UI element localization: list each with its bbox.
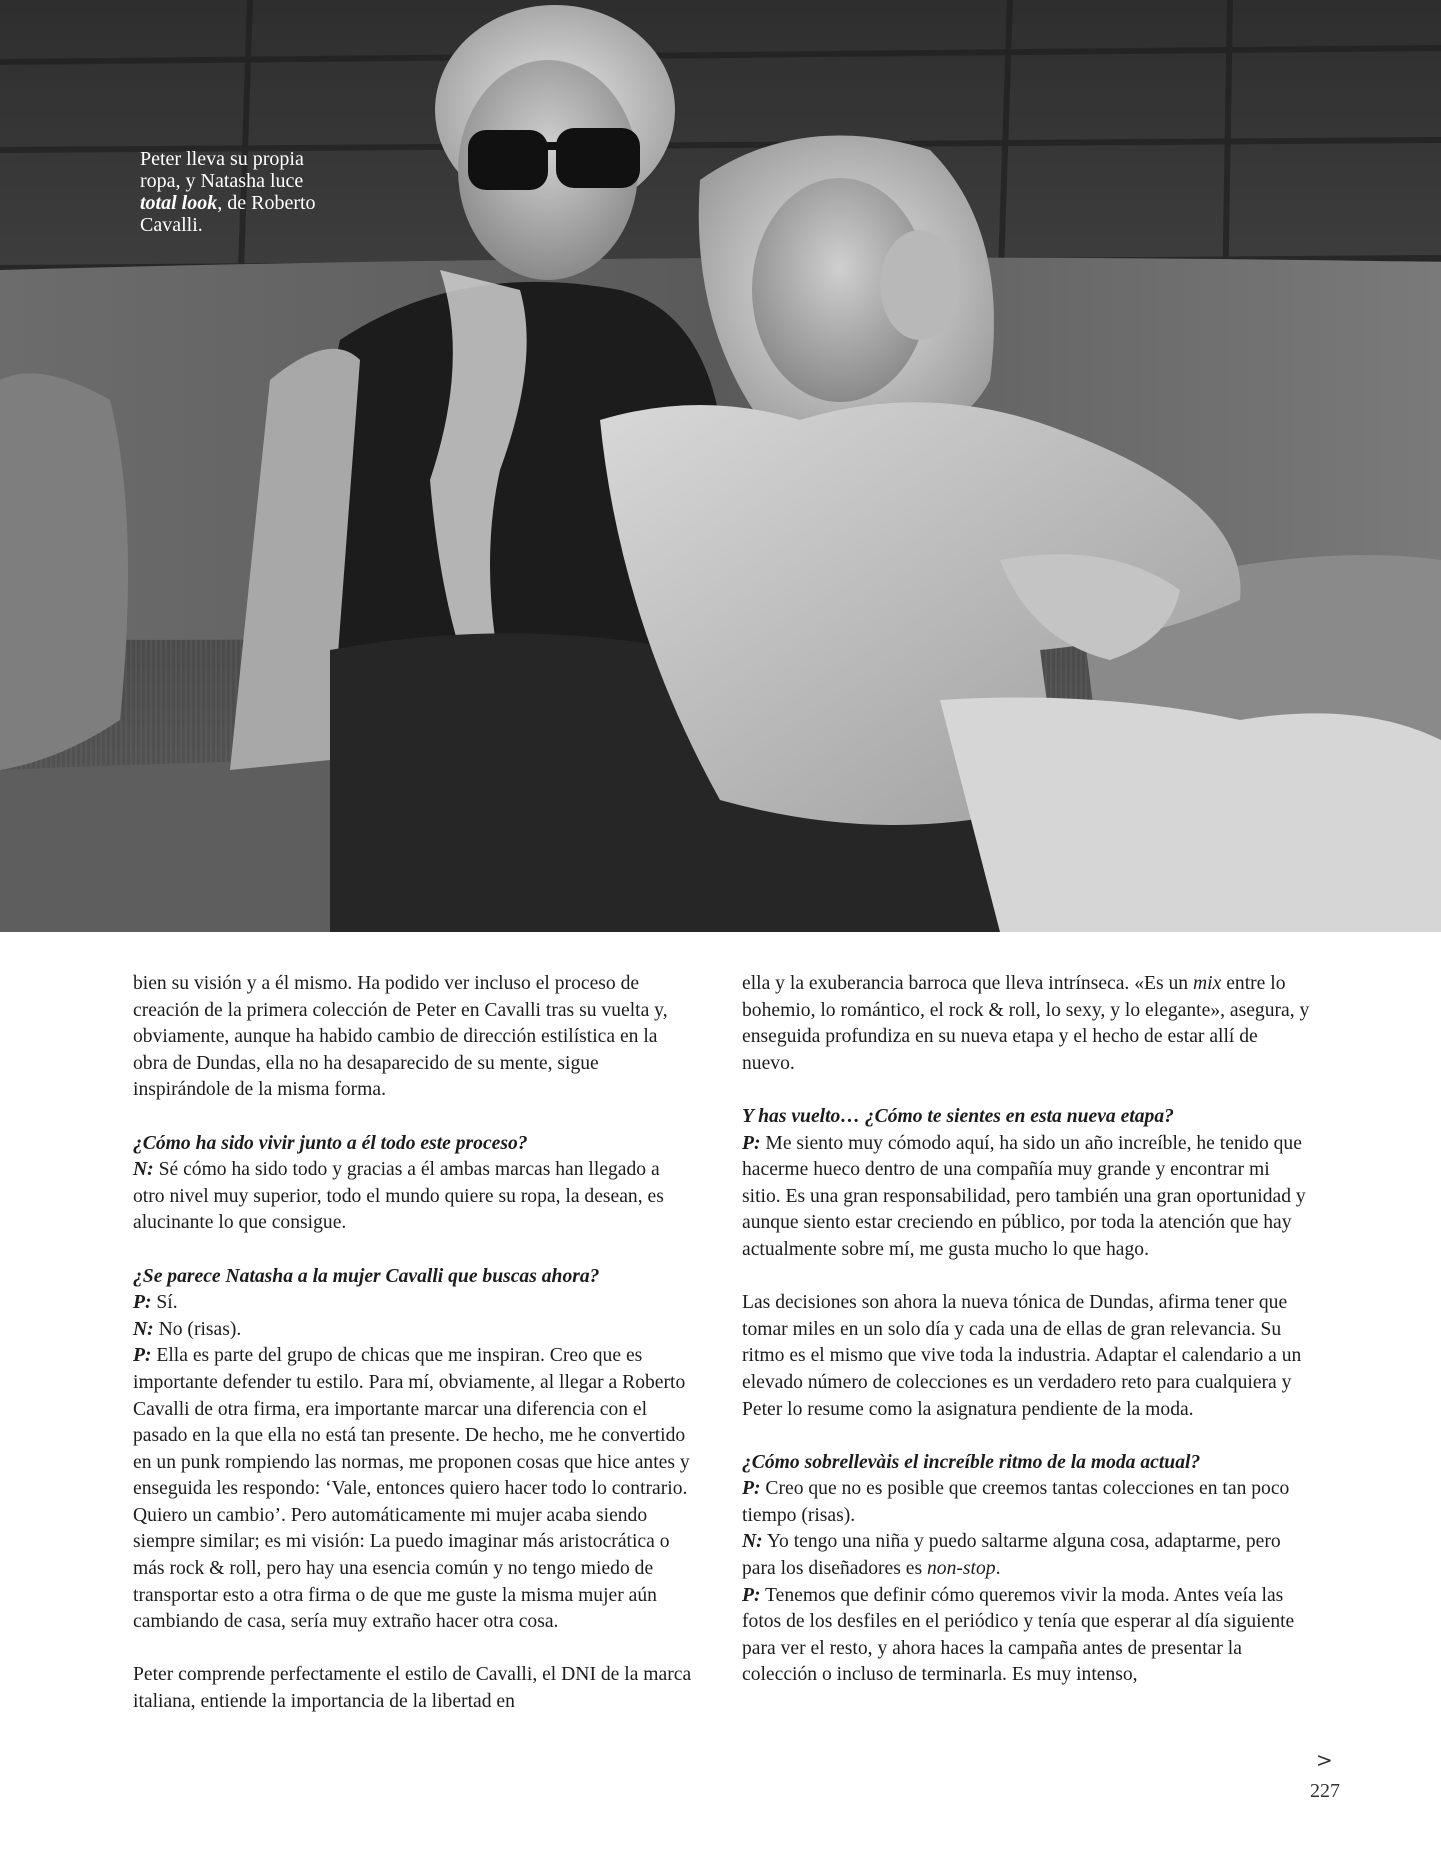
interview-answer: No (risas).	[153, 1318, 242, 1340]
interview-question: ¿Cómo ha sido vivir junto a él todo este proceso?	[133, 1132, 528, 1154]
caption-text-1: Peter lleva su propia ropa, y Natasha luce	[140, 148, 304, 192]
interview-answer: Tenemos que definir cómo queremos vivir la moda. Antes veía las fotos de los desfiles en el periódico y tenía que esperar al día siguiente para ver el resto, y ahora haces la campaña antes de presentar la colección o incluso de terminarla. Es muy intenso,	[742, 1584, 1295, 1686]
interview-question: ¿Cómo sobrellevàis el increíble ritmo de la moda actual?	[742, 1451, 1201, 1473]
body-text: entre lo bohemio, lo romántico, el rock & roll, lo sexy, y lo elegante», asegura, y enseguida profundiza en su nueva etapa y el hecho de estar allí de nuevo.	[742, 973, 1310, 1074]
interview-block	[742, 1450, 1310, 1689]
answer-line	[133, 1317, 693, 1344]
interview-answer: Me siento muy cómodo aquí, ha sido un año increíble, he tenido que hacerme hueco dentro de una compañía muy grande y encontrar mi sitio. Es una gran responsabilidad, pero también una gran oportunidad y aunque siento estar creciendo en público, por toda la atención que hay actualmente sobre mí, me gusta mucho lo que hago.	[742, 1132, 1306, 1260]
body-paragraph	[742, 971, 1310, 1077]
speaker-label: P:	[133, 1345, 152, 1367]
body-paragraph: Peter comprende perfectamente el estilo de Cavalli, el DNI de la marca italiana, entiende la importancia de la libertad en	[133, 1664, 692, 1713]
interview-answer: .	[995, 1558, 1001, 1580]
caption-text-2: , de Roberto Cavalli.	[140, 192, 316, 236]
interview-question: Y has vuelto… ¿Cómo te sientes en esta nueva etapa?	[742, 1105, 1174, 1127]
speaker-label: P:	[742, 1478, 761, 1500]
speaker-label: N:	[742, 1531, 763, 1553]
article-column-left	[133, 971, 693, 1742]
answer-italic: non-stop	[927, 1558, 996, 1580]
interview-block	[742, 1104, 1310, 1264]
body-paragraph: Las decisiones son ahora la nueva tónica de Dundas, afirma tener que tomar miles en un solo día y cada una de ellas de gran relevancia. Su ritmo es el mismo que vive toda la industria. Adaptar el calendario a un elevado número de colecciones es un verdadero reto para cualquiera y Peter lo resume como la asignatura pendiente de la moda.	[742, 1292, 1302, 1420]
interview-answer: Ella es parte del grupo de chicas que me inspiran. Creo que es importante defender tu estilo. Para mí, obviamente, al llegar a Roberto Cavalli de otra firma, era importante marcar una diferencia con el pasado en la que ella no está tan presente. De hecho, me he convertido en un punk rompiendo las normas, me proponen cosas que hice antes y enseguida les respondo: ‘Vale, entonces quiero hacer todo lo contrario. Quiero un cambio’. Pero automáticamente mi mujer acaba siendo siempre similar; es mi visión: La puedo imaginar más aristocrática o más rock & roll, pero hay una esencia común y no tengo miedo de transportar esto a otra firma o de que me guste la misma mujer aún cambiando de casa, sería muy extraño hacer otra cosa.	[133, 1345, 690, 1633]
continue-arrow-icon: >	[1316, 1748, 1333, 1772]
answer-line	[742, 1476, 1310, 1529]
interview-answer: Creo que no es posible que creemos tantas colecciones en tan poco tiempo (risas).	[742, 1478, 1290, 1526]
answer-line	[133, 1290, 693, 1317]
interview-block	[133, 1131, 693, 1237]
sofa-cushion-left	[0, 373, 128, 770]
woman-legs	[940, 698, 1441, 933]
interview-answer: Sé cómo ha sido todo y gracias a él ambas marcas han llegado a otro nivel muy superior, todo el mundo quiere su ropa, la desean, es alucinante lo que consigue.	[133, 1159, 664, 1234]
page-number: 227	[1310, 1780, 1340, 1802]
interview-question: ¿Se parece Natasha a la mujer Cavalli que buscas ahora?	[133, 1265, 600, 1287]
interview-block	[133, 1264, 693, 1636]
photo-caption	[140, 148, 330, 236]
speaker-label: N:	[133, 1318, 154, 1340]
article-column-right	[742, 971, 1310, 1716]
speaker-label: P:	[742, 1132, 761, 1154]
speaker-label: P:	[742, 1584, 761, 1606]
body-text: ella y la exuberancia barroca que lleva intrínseca. «Es un	[742, 973, 1193, 994]
body-italic: mix	[1193, 973, 1222, 994]
caption-italic: total look	[140, 192, 218, 214]
speaker-label: N:	[133, 1159, 154, 1181]
woman-hand	[880, 230, 960, 340]
interview-answer: Yo tengo una niña y puedo saltarme alguna cosa, adaptarme, pero para los diseñadores es	[742, 1531, 1281, 1580]
body-paragraph: bien su visión y a él mismo. Ha podido ver incluso el proceso de creación de la primera colección de Peter en Cavalli tras su vuelta y, obviamente, aunque ha habido cambio de dirección estilística en la obra de Dundas, ella no ha desaparecido de su mente, sigue inspirándole de la misma forma.	[133, 973, 668, 1101]
interview-answer: Sí.	[151, 1292, 178, 1314]
speaker-label: P:	[133, 1292, 152, 1314]
answer-line	[742, 1529, 1310, 1582]
